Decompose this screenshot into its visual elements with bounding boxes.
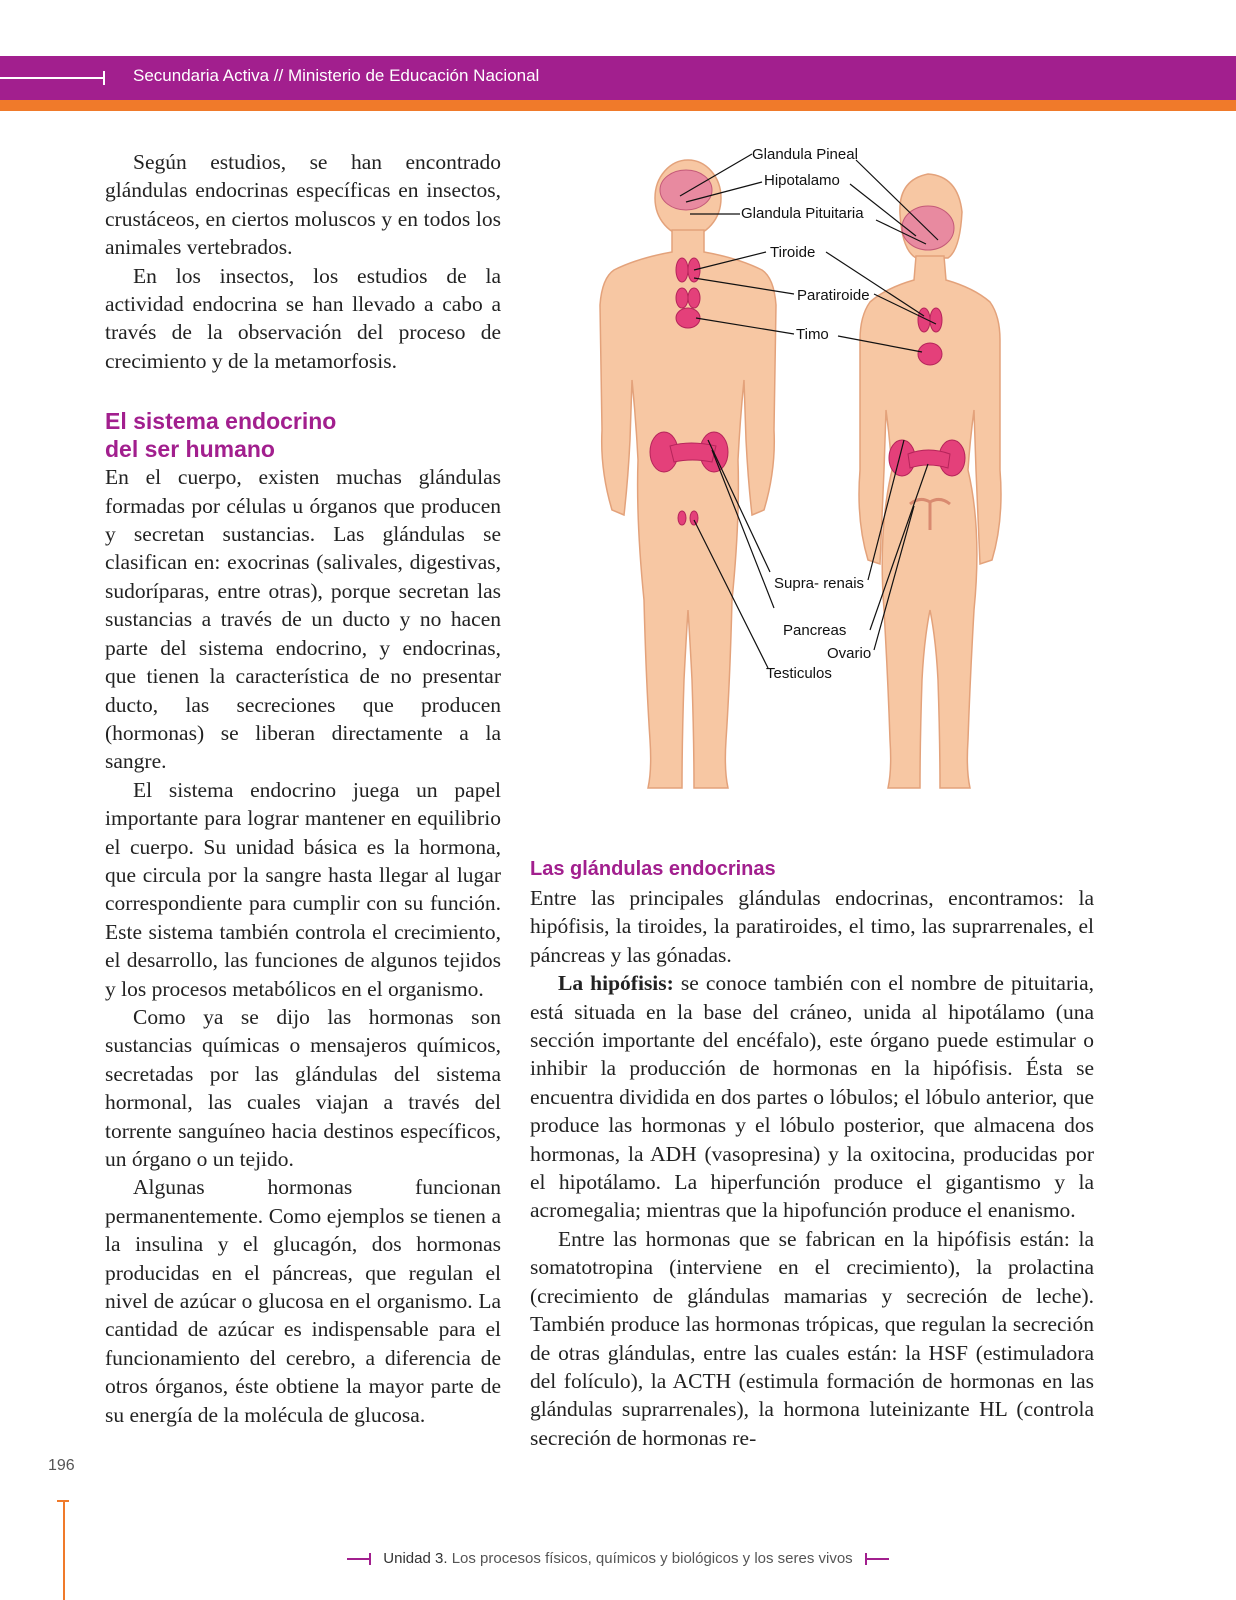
section-heading [105,407,501,463]
paragraph-hormonas-hipofisis: Entre las hormonas que se fabrican en la hipófisis están: la somatotropina (interviene en el crecimiento), la prolactina (crecimiento de glándulas mamarias y secreción de leche). También produce las hormonas trópicas, que regulan la secreción de otras glándulas, entre las cuales están: la HSF (estimuladora del folículo), la ACTH (estimula formación de hormonas en las glándulas suprarrenales), la hormona luteinizante HL (controla secreción de hormonas re- [530,1226,1094,1450]
label-timo: Timo [796,326,829,343]
label-testiculos: Testiculos [766,665,832,682]
endocrine-diagram [598,140,1118,808]
section-heading-line2: del ser humano [105,436,275,463]
right-column [530,856,1094,1452]
label-ovario: Ovario [827,645,872,662]
label-suprarenais: Supra- renais [774,575,865,592]
male-brain [660,170,712,210]
label-paratiroide: Paratiroide [797,287,870,304]
label-pancreas: Pancreas [783,622,847,639]
paragraph-estudios: Según estudios, se han encontrado glándulas endocrinas específicas en insectos, crustáceos, en ciertos moluscos y en todos los animales vertebrados. [105,150,501,260]
footer [0,1550,1236,1567]
footer-right-bar [865,1558,889,1560]
header-rule [0,77,105,79]
footer-left-bar [347,1558,371,1560]
footer-unit: Unidad 3. [383,1550,448,1567]
label-tiroide: Tiroide [770,244,816,261]
header-title: Secundaria Activa // Ministerio de Educación Nacional [133,66,540,85]
paragraph-hipofisis [530,969,1094,1225]
male-body [600,160,776,788]
section-heading-line1: El sistema endocrino [105,408,337,435]
header-accent-stripe [0,100,1236,111]
page-number: 196 [48,1457,75,1474]
paragraph-principales: Entre las principales glándulas endocrinas, encontramos: la hipófisis, la tiroides, la paratiroides, el timo, las suprarrenales, el páncreas y las gónadas. [530,886,1094,967]
paragraph-insectos: En los insectos, los estudios de la actividad endocrina se han llevado a cabo a través de la observación del proceso de crecimiento y de la metamorfosis. [105,263,501,373]
paragraph-mensajeros: Como ya se dijo las hormonas son sustancias químicas o mensajeros químicos, secretadas por las glándulas del sistema hormonal, las cuales viajan a través del torrente sanguíneo hacia destinos específicos, un órgano o un tejido. [105,1004,501,1171]
left-column [105,148,501,1429]
header-rule-tick [103,71,105,85]
endocrine-diagram-svg [598,140,1118,808]
hipofisis-term: La hipófisis: [558,971,674,996]
label-pineal: Glandula Pineal [752,146,858,163]
paragraph-glandulas: En el cuerpo, existen muchas glándulas formadas por células u órganos que producen y secretan sustancias. Las glándulas se clasifican en: exocrinas (salivales, digestivas, sudoríparas, entre otras), porque secretan las sustancias a través de un ducto y no hacen parte del sistema endocrino, y endocrinas, que tienen la característica de no presentar ducto, las secreciones que producen (hormonas) se liberan directamente a la sangre. [105,465,501,774]
label-pituitaria: Glandula Pituitaria [741,205,864,222]
female-body [859,174,1001,788]
footer-description: Los procesos físicos, químicos y biológicos y los seres vivos [451,1550,853,1567]
paragraph-insulina: Algunas hormonas funcionan permanentemente. Como ejemplos se tienen a la insulina y el glucagón, dos hormonas producidas en el páncreas, que regulan el nivel de azúcar o glucosa en el organismo. La cantidad de azúcar es indispensable para el funcionamiento del cerebro, a diferencia de otros órganos, éste obtiene la mayor parte de su energía de la molécula de glucosa. [105,1175,501,1427]
label-hipotalamo: Hipotalamo [764,172,840,189]
hipofisis-text: se conoce también con el nombre de pituitaria, está situada en la base del cráneo, unida al hipotálamo (una sección importante del encéfalo), este órgano puede estimular o inhibir la producción de hormonas en la hipófisis. Ésta se encuentra dividida en dos partes o lóbulos; el lóbulo anterior, que produce las hormonas y el lóbulo posterior, que almacena dos hormonas, la ADH (vasopresina) y la oxitocina, producidas por el hipotálamo. La hiperfunción produce el gigantismo y la acromegalia; mientras que la hipofunción produce el enanismo. [530,971,1094,1223]
paragraph-equilibrio: El sistema endocrino juega un papel importante para lograr mantener en equilibrio el cuerpo. Su unidad básica es la hormona, que circula por la sangre hasta llegar al lugar correspondiente para cumplir con su función. Este sistema también controla el crecimiento, el desarrollo, las funciones de algunos tejidos y los procesos metabólicos en el organismo. [105,777,501,1001]
glandulas-heading: Las glándulas endocrinas [530,858,776,880]
